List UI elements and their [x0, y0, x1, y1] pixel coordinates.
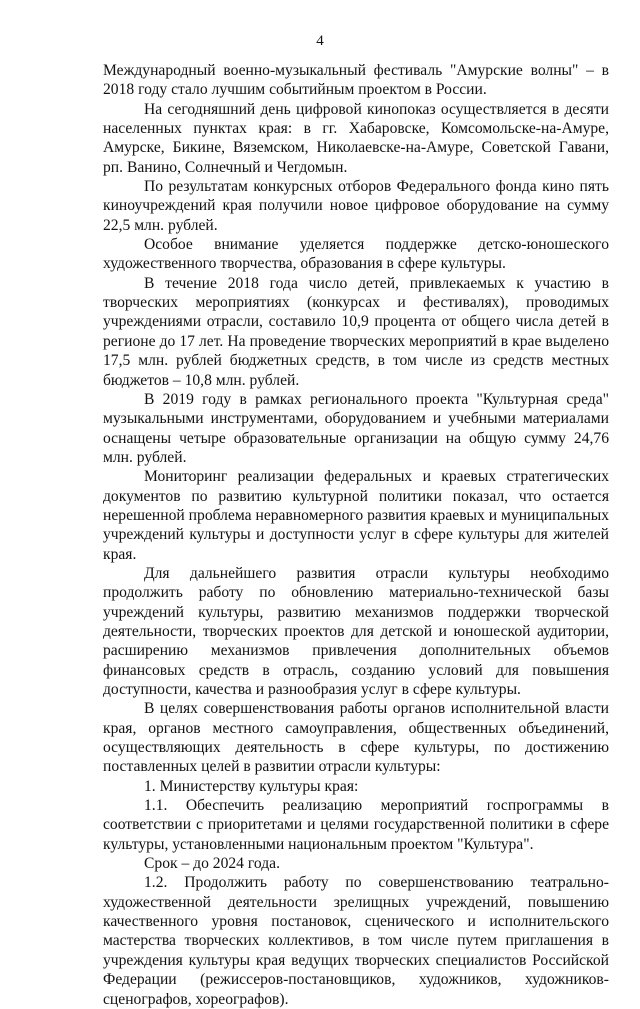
paragraph-development: Для дальнейшего развития отрасли культуры необходимо продолжить работу по обновлению материально-технической базы учреждений культуры, развитию механизмов поддержки творческой деятельности, творческих проектов для детской и юношеской аудитории, расширению механизмов привлечения дополнительных объемов финансовых средств в отрасль, созданию условий для повышения доступности, качества и разнообразия услуг в сфере культуры. [103, 564, 609, 698]
paragraph-digital-cinema: На сегодняшний день цифровой кинопоказ осуществляется в десяти населенных пунктах края: в гг. Хабаровске, Комсомольске-на-Амуре, Амурске, Бикине, Вяземском, Николаевске-на-Амуре, Советской Гавани, рп. Ванино, Солнечный и Чегдомын. [103, 100, 609, 176]
paragraph-film-fund: По результатам конкурсных отборов Федерального фонда кино пять киноучреждений края получили новое цифровое оборудование на сумму 22,5 млн. рублей. [103, 178, 609, 234]
paragraph-monitoring: Мониторинг реализации федеральных и краевых стратегических документов по развитию культурной политики показал, что остается нерешенной проблема неравномерного развития краевых и муниципальных учреждений культуры и доступности услуг в сфере культуры для жителей края. [103, 468, 609, 563]
paragraph-item-1-2: 1.2. Продолжить работу по совершенствованию театрально-художественной деятельности зрелищных учреждений, повышению качественного уровня постановок, сценического и исполнительского мастерства творческих коллективов, в том числе путем приглашения в учреждения культуры края ведущих творческих специалистов Российской Федерации (режиссеров-постановщиков, художников, художников-сценографов, хореографов). [103, 874, 609, 1008]
paragraph-goals: В целях совершенствования работы органов исполнительной власти края, органов местного самоуправления, общественных объединений, осуществляющих деятельность в сфере культуры, по достижению поставленных целей в развитии отрасли культуры: [103, 700, 609, 776]
paragraph-ministry: 1. Министерству культуры края: [144, 777, 359, 795]
page-number: 4 [316, 33, 324, 49]
paragraph-item-1-1: 1.1. Обеспечить реализацию мероприятий госпрограммы в соответствии с приоритетами и целями государственной политики в сфере культуры, установленными национальным проектом "Культура". [103, 797, 609, 853]
paragraph-deadline: Срок – до 2024 года. [144, 855, 280, 873]
paragraph-cultural-environment: В 2019 году в рамках регионального проекта "Культурная среда" музыкальными инструментами, оборудованием и учебными материалами оснащены четыре образовательные организации на общую сумму 24,76 млн. рублей. [103, 390, 609, 466]
document-body [103, 61, 609, 1009]
paragraph-youth-creativity: Особое внимание уделяется поддержке детско-юношеского художественного творчества, образования в сфере культуры. [103, 236, 609, 273]
paragraph-children-events: В течение 2018 года число детей, привлекаемых к участию в творческих мероприятиях (конкурсах и фестивалях), проводимых учреждениями отрасли, составило 10,9 процента от общего числа детей в регионе до 17 лет. На проведение творческих мероприятий в крае выделено 17,5 млн. рублей бюджетных средств, в том числе из средств местных бюджетов – 10,8 млн. рублей. [103, 274, 609, 389]
paragraph-festival: Международный военно-музыкальный фестиваль "Амурские волны" – в 2018 году стало лучшим событийным проектом в России. [103, 62, 609, 99]
